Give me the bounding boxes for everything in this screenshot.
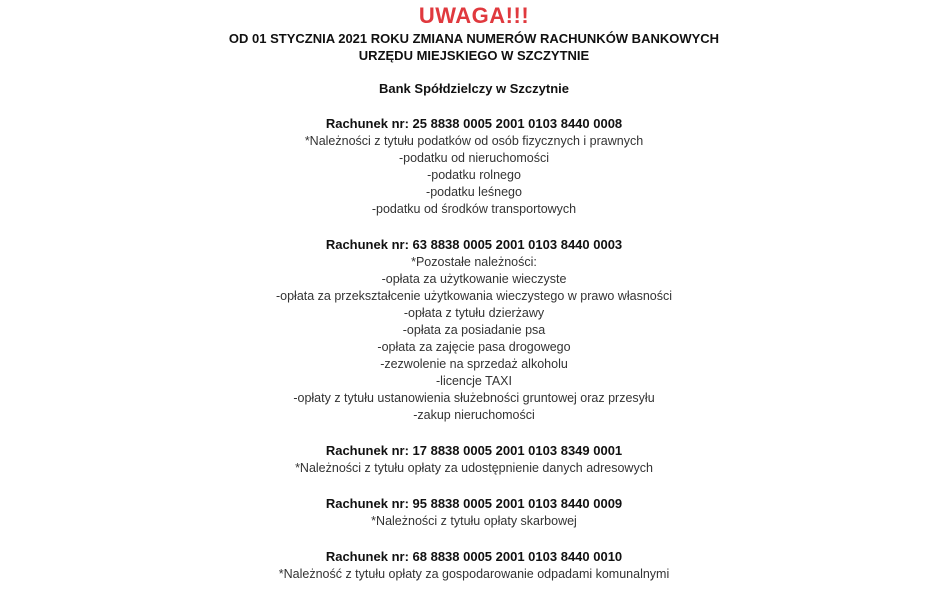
account-description-line: *Należności z tytułu podatków od osób fizycznych i prawnych [304, 134, 644, 148]
account-description-line: -podatku leśnego [426, 185, 522, 199]
account-description-line: -opłata za użytkowanie wieczyste [381, 272, 567, 286]
account-description-line: *Pozostałe należności: [411, 255, 537, 269]
account-description-line: -podatku rolnego [427, 168, 521, 182]
account-number: Rachunek nr: 25 8838 0005 2001 0103 8440 0008 [325, 116, 623, 131]
account-description-line: -podatku od środków transportowych [371, 202, 577, 216]
account-description-line: -podatku od nieruchomości [398, 151, 550, 165]
account-number: Rachunek nr: 68 8838 0005 2001 0103 8440 0010 [325, 549, 623, 564]
account-description-line: *Należności z tytułu opłaty za udostępnienie danych adresowych [295, 461, 653, 475]
account-description-line: *Należności z tytułu opłaty skarbowej [371, 514, 577, 528]
account-description-line: -opłata za posiadanie psa [402, 323, 546, 337]
account-description-line: -licencje TAXI [436, 374, 512, 388]
account-description-line: *Należność z tytułu opłaty za gospodarowanie odpadami komunalnymi [278, 567, 670, 581]
account-number: Rachunek nr: 17 8838 0005 2001 0103 8349 0001 [325, 443, 623, 458]
account-description-line: -opłata za zajęcie pasa drogowego [377, 340, 571, 354]
account-description-line: -zakup nieruchomości [413, 408, 535, 422]
page-title: UWAGA!!! [418, 3, 530, 28]
account-description-line: -opłata za przekształcenie użytkowania wieczystego w prawo własności [275, 289, 672, 303]
account-number: Rachunek nr: 63 8838 0005 2001 0103 8440 0003 [325, 237, 623, 252]
account-description-line: -opłata z tytułu dzierżawy [403, 306, 545, 320]
bank-name: Bank Spółdzielczy w Szczytnie [379, 81, 569, 96]
subtitle-line-1: OD 01 STYCZNIA 2021 ROKU ZMIANA NUMERÓW RACHUNKÓW BANKOWYCH [228, 31, 720, 46]
account-description-line: -zezwolenie na sprzedaż alkoholu [380, 357, 568, 371]
account-description-line: -opłaty z tytułu ustanowienia służebności gruntowej oraz przesyłu [293, 391, 655, 405]
subtitle-line-2: URZĘDU MIEJSKIEGO W SZCZYTNIE [358, 48, 590, 63]
account-number: Rachunek nr: 95 8838 0005 2001 0103 8440 0009 [325, 496, 623, 511]
